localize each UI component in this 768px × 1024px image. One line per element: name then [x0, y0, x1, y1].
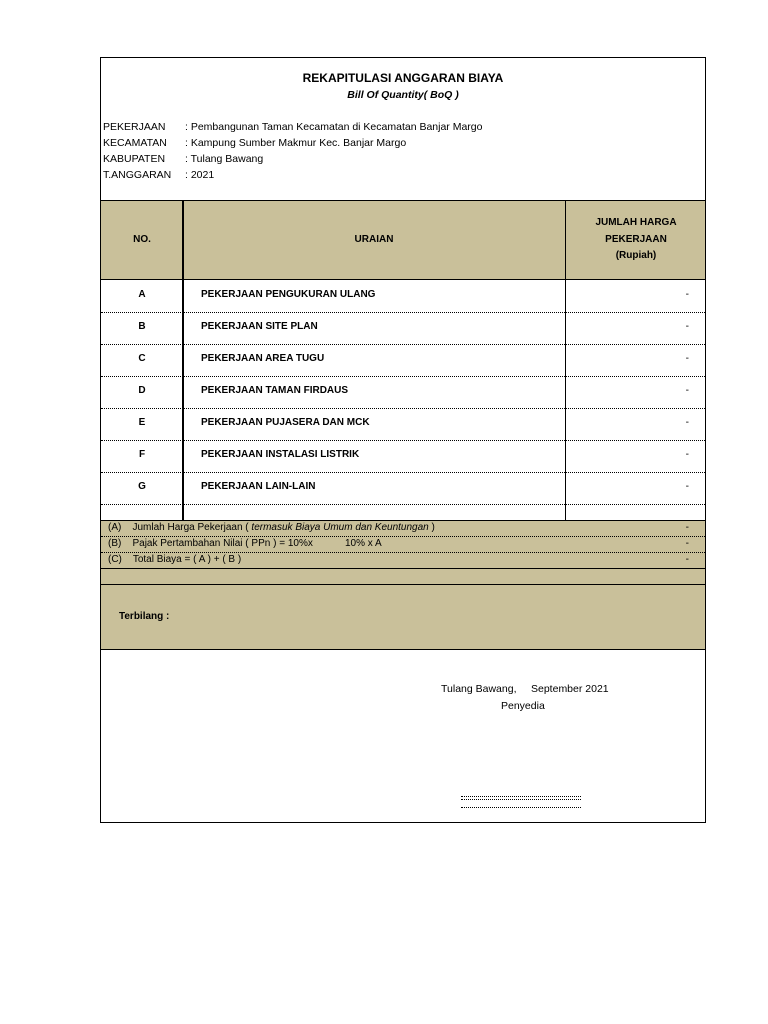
summary-label: (B) [108, 538, 122, 549]
row-separator [101, 344, 705, 345]
header-jumlah-line3: (Rupiah) [615, 250, 657, 261]
divider [101, 200, 705, 201]
document-subtitle: Bill Of Quantity( BoQ ) [347, 89, 459, 101]
divider [101, 649, 705, 650]
signature-line [461, 796, 581, 797]
row-no: D [138, 385, 146, 396]
row-description: PEKERJAAN PUJASERA DAN MCK [201, 417, 370, 428]
row-description: PEKERJAAN AREA TUGU [201, 353, 325, 364]
summary-label: (A) [108, 522, 122, 533]
row-description: PEKERJAAN SITE PLAN [201, 321, 318, 332]
info-key: KECAMATAN [103, 137, 167, 149]
signature-role: Penyedia [501, 700, 545, 712]
info-value: : 2021 [185, 169, 215, 181]
summary-row-b [108, 538, 313, 549]
row-no: F [138, 449, 146, 460]
info-value: : Pembangunan Taman Kecamatan di Kecamatan Banjar Margo [185, 121, 483, 133]
summary-b-extra: 10% x A [345, 538, 382, 549]
row-no: B [138, 321, 146, 332]
row-separator [101, 440, 705, 441]
summary-italic-text: termasuk Biaya Umum dan Keuntungan [251, 522, 429, 533]
signature-date: September 2021 [531, 683, 609, 695]
summary-amount-c: - [685, 554, 689, 565]
signature-place: Tulang Bawang, [441, 683, 517, 695]
summary-text: Jumlah Harga Pekerjaan ( [132, 522, 249, 533]
row-amount: - [685, 321, 689, 332]
row-separator [101, 504, 705, 505]
row-amount: - [685, 385, 689, 396]
row-description: PEKERJAAN LAIN-LAIN [201, 481, 316, 492]
row-no: C [138, 353, 146, 364]
summary-row-c [108, 554, 241, 565]
row-separator [101, 472, 705, 473]
header-uraian: URAIAN [354, 234, 394, 245]
row-description: PEKERJAAN PENGUKURAN ULANG [201, 289, 376, 300]
row-separator [101, 376, 705, 377]
summary-amount-a: - [685, 522, 689, 533]
signature-line [461, 799, 581, 800]
document-title: REKAPITULASI ANGGARAN BIAYA [302, 71, 504, 85]
terbilang-band [101, 585, 705, 649]
info-value: : Tulang Bawang [185, 153, 264, 165]
row-no: A [138, 289, 146, 300]
header-jumlah-line2: PEKERJAAN [605, 234, 667, 245]
row-amount: - [685, 353, 689, 364]
info-key: T.ANGGARAN [103, 169, 172, 181]
summary-row-a [108, 522, 435, 533]
info-key: KABUPATEN [103, 153, 166, 165]
info-key: PEKERJAAN [103, 121, 166, 133]
divider [101, 568, 705, 569]
summary-text: Pajak Pertambahan Nilai ( PPn ) = 10%x [132, 538, 313, 549]
row-separator [101, 312, 705, 313]
row-amount: - [685, 417, 689, 428]
header-jumlah-line1: JUMLAH HARGA [595, 217, 677, 228]
info-value: : Kampung Sumber Makmur Kec. Banjar Margo [185, 137, 407, 149]
row-separator [101, 408, 705, 409]
row-amount: - [685, 449, 689, 460]
row-description: PEKERJAAN TAMAN FIRDAUS [201, 385, 349, 396]
summary-text: Total Biaya = ( A ) + ( B ) [132, 554, 242, 565]
document-sheet [100, 57, 706, 823]
summary-close: ) [431, 522, 435, 533]
summary-amount-b: - [685, 538, 689, 549]
divider [101, 520, 705, 521]
summary-label: (C) [108, 554, 122, 565]
divider [101, 279, 705, 280]
signature-line [461, 807, 581, 808]
row-amount: - [685, 289, 689, 300]
row-amount: - [685, 481, 689, 492]
header-no: NO. [133, 234, 151, 245]
terbilang-label: Terbilang : [119, 611, 170, 622]
row-separator [101, 536, 705, 537]
row-no: G [138, 481, 146, 492]
row-description: PEKERJAAN INSTALASI LISTRIK [201, 449, 360, 460]
row-no: E [138, 417, 146, 428]
row-separator [101, 552, 705, 553]
